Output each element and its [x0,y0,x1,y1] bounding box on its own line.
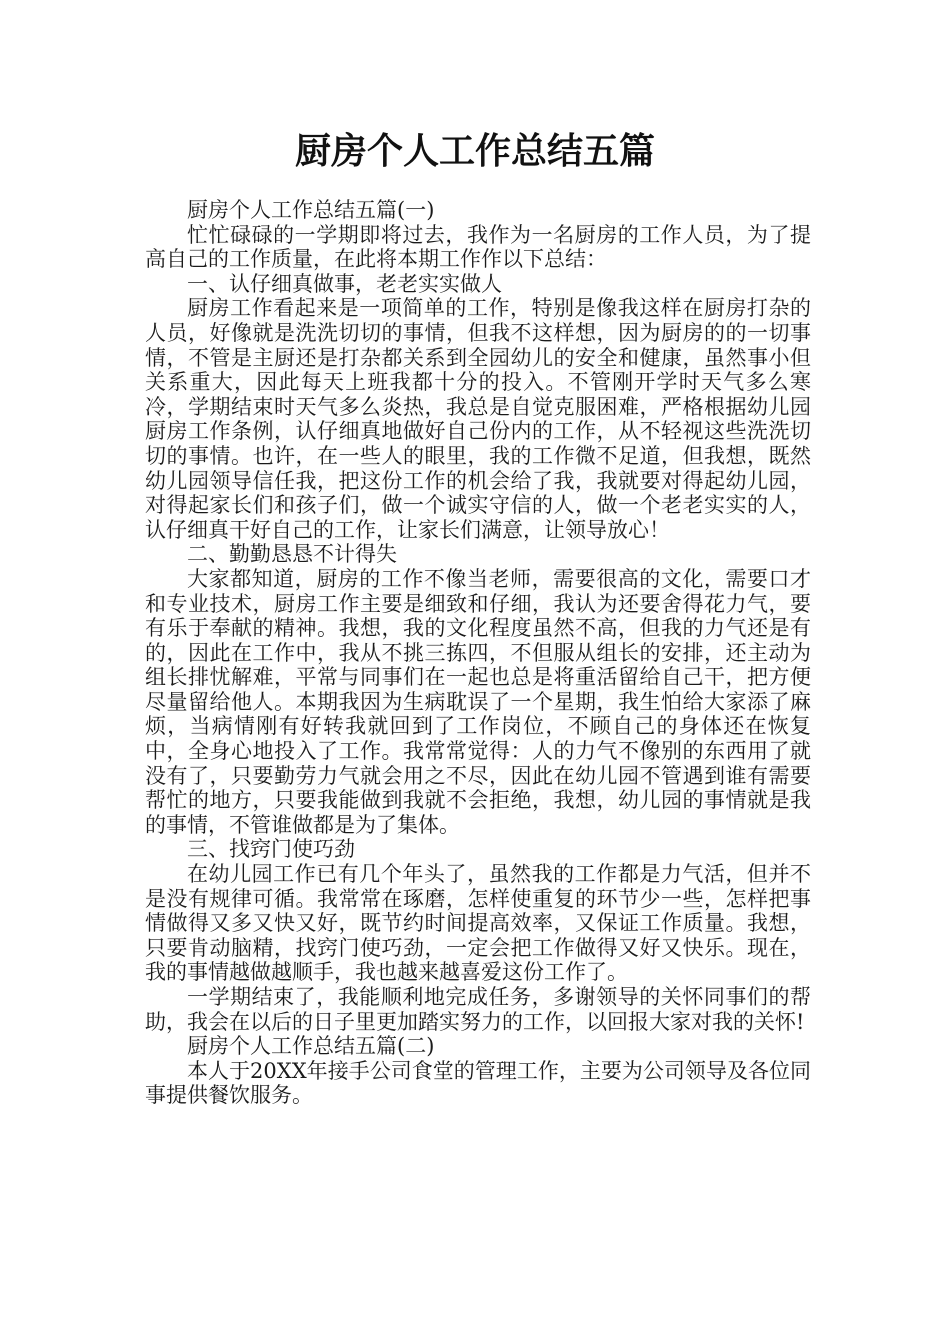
paragraph-2: 大家都知道，厨房的工作不像当老师，需要很高的文化，需要口才和专业技术，厨房工作主要是细致和仔细，我认为还要舍得花力气，要有乐于奉献的精神。我想，我的文化程度虽然不高，但我的力气还是有的，因此在工作中，我从不挑三拣四，不但服从组长的安排，还主动为组长排忧解难，平常与同事们在一起也总是将重活留给自己干，把方便尽量留给他人。本期我因为生病耽误了一个星期，我生怕给大家添了麻烦，当病情刚有好转我就回到了工作岗位，不顾自己的身体还在恢复中，全身心地投入了工作。我常常觉得：人的力气不像别的东西用了就没有了，只要勤劳力气就会用之不尽，因此在幼儿园不管遇到谁有需要帮忙的地方，只要我能做到我就不会拒绝，我想，幼儿园的事情就是我的事情，不管谁做都是为了集体。 [145,566,811,837]
paragraph-4: 本人于20XX年接手公司食堂的管理工作，主要为公司领导及各位同事提供餐饮服务。 [145,1058,811,1108]
paragraph-3: 在幼儿园工作已有几个年头了，虽然我的工作都是力气活，但并不是没有规律可循。我常常在琢磨，怎样使重复的环节少一些，怎样把事情做得又多又快又好，既节约时间提高效率，又保证工作质量。我想，只要肯动脑精，找窍门使巧劲，一定会把工作做得又好又快乐。现在，我的事情越做越顺手，我也越来越喜爱这份工作了。 [145,862,811,985]
subheading-3: 三、找窍门使巧劲 [187,837,355,862]
section-heading-one: 厨房个人工作总结五篇(一) [187,198,435,222]
closing-paragraph: 一学期结束了，我能顺利地完成任务，多谢领导的关怀同事们的帮助，我会在以后的日子里更加踏实努力的工作，以回报大家对我的关怀! [145,985,811,1034]
paragraph-1: 厨房工作看起来是一项简单的工作，特别是像我这样在厨房打杂的人员，好像就是洗洗切切的事情，但我不这样想，因为厨房的的一切事情，不管是主厨还是打杂都关系到全园幼儿的安全和健康，虽然事小但关系重大，因此每天上班我都十分的投入。不管刚开学时天气多么寒冷，学期结束时天气多么炎热，我总是自觉克服困难，严格根据幼儿园厨房工作条例，认仔细真地做好自己份内的工作，从不轻视这些洗洗切切的事情。也许，在一些人的眼里，我的工作微不足道，但我想，既然幼儿园领导信任我，把这份工作的机会给了我，我就要对得起幼儿园，对得起家长们和孩子们，做一个诚实守信的人，做一个老老实实的人，认仔细真干好自己的工作，让家长们满意，让领导放心！ [145,296,811,542]
subheading-1: 一、认仔细真做事，老老实实做人 [187,271,502,296]
subheading-2: 二、勤勤恳恳不计得失 [187,542,397,567]
intro-paragraph: 忙忙碌碌的一学期即将过去，我作为一名厨房的工作人员，为了提高自己的工作质量，在此将本期工作作以下总结： [145,222,811,272]
document-body [145,198,811,1108]
section-heading-two: 厨房个人工作总结五篇(二) [187,1034,435,1059]
document-title: 厨房个人工作总结五篇 [294,131,655,172]
